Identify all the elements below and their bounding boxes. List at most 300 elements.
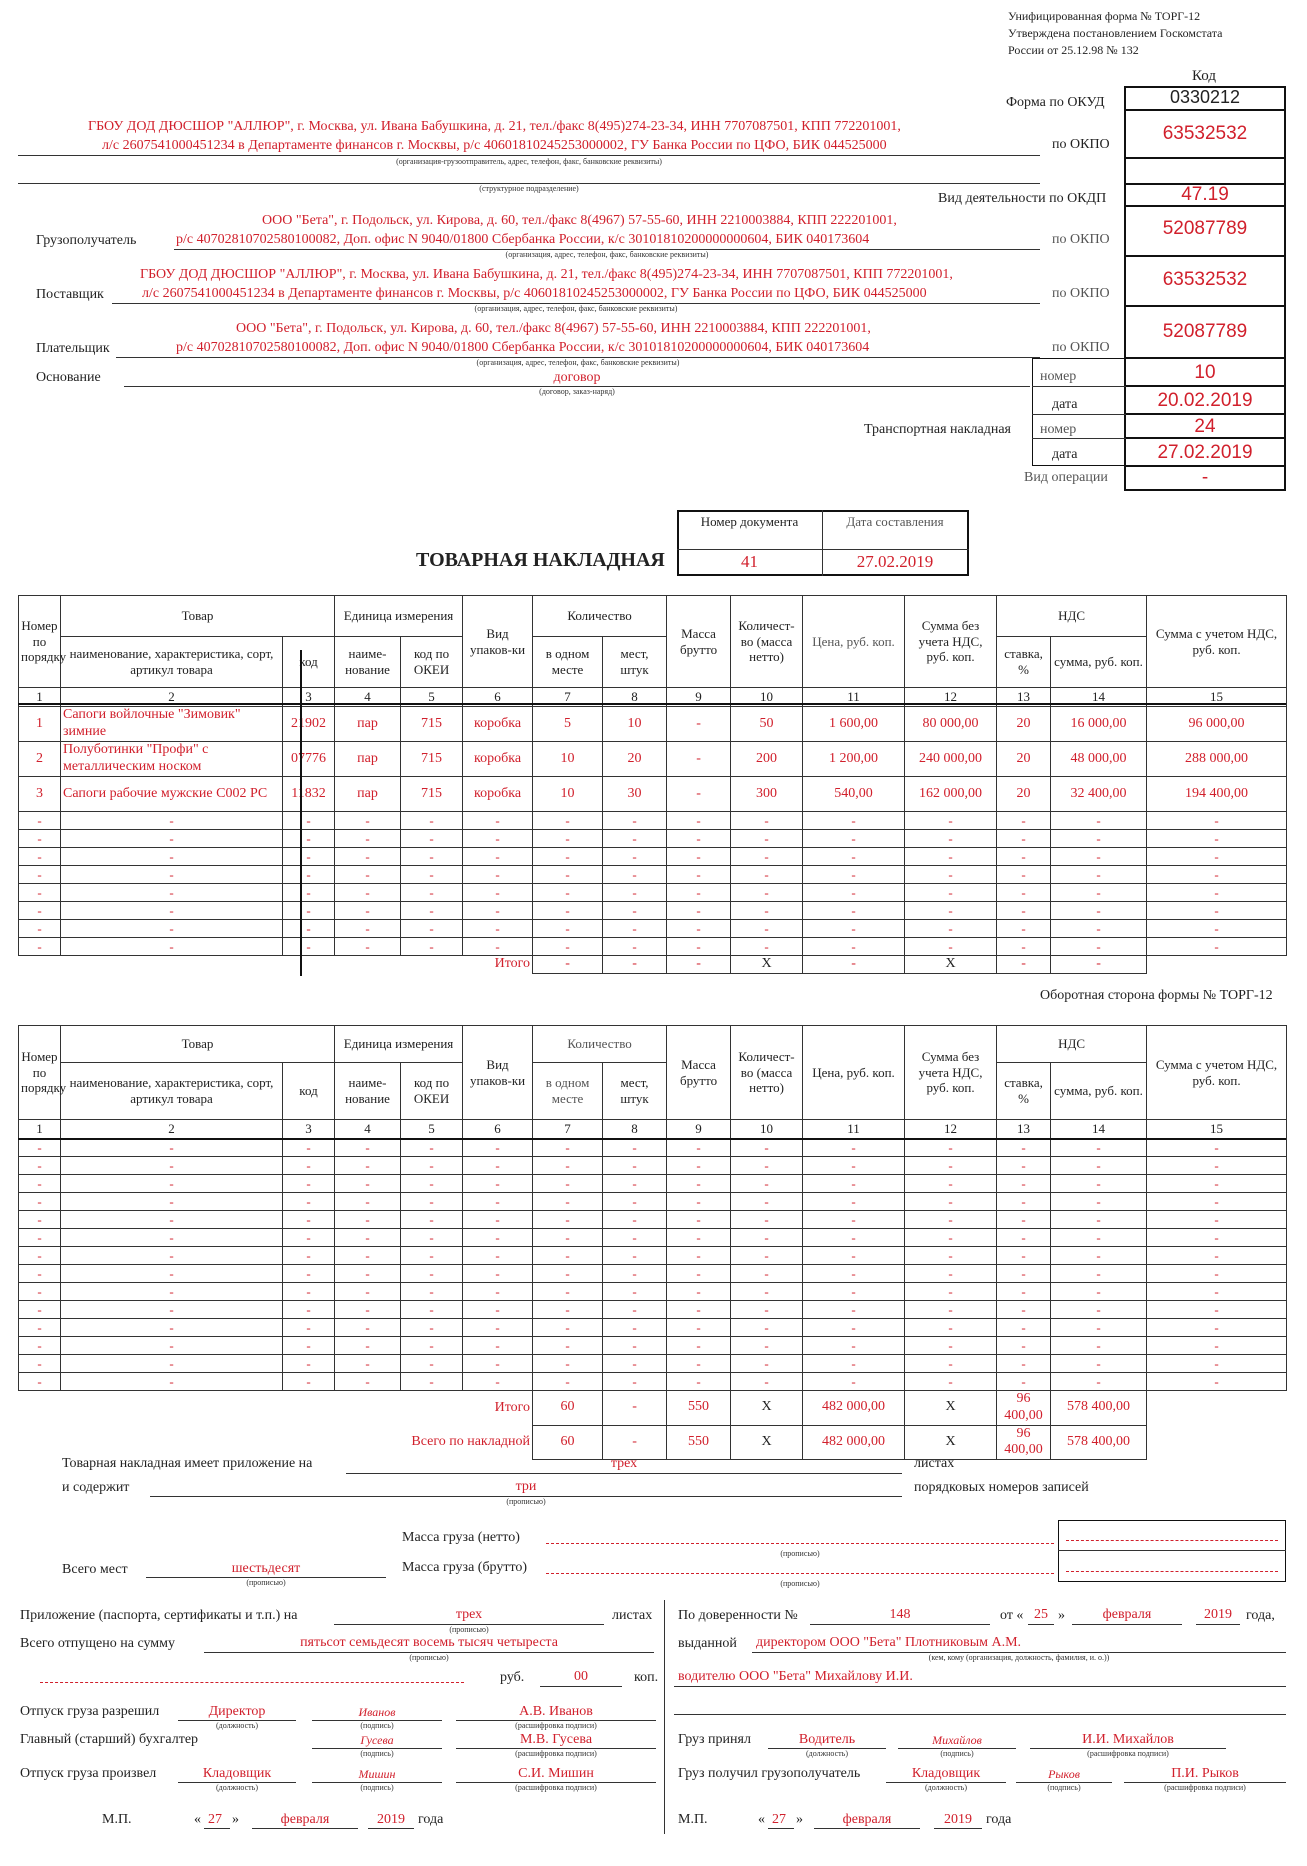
made-name: С.И. Мишин <box>518 1766 594 1781</box>
empty-cell: - <box>905 1319 997 1337</box>
empty-cell: - <box>463 884 533 902</box>
doc-number: 41 <box>741 552 758 571</box>
empty-cell: - <box>803 1247 905 1265</box>
cell-places: 10 <box>603 707 667 742</box>
issued-value: директором ООО "Бета" Плотниковым А.М. <box>756 1635 1022 1650</box>
empty-cell: - <box>19 1139 61 1157</box>
column-number: 8 <box>603 688 667 707</box>
gross-mass-label: Масса груза (брутто) <box>402 1560 528 1575</box>
records-label: порядковых номеров записей <box>914 1480 1089 1495</box>
empty-cell: - <box>997 1175 1051 1193</box>
empty-cell: - <box>905 812 997 830</box>
empty-cell: - <box>61 848 283 866</box>
doc-number-header: Номер документа <box>700 514 799 529</box>
empty-cell: - <box>335 1157 401 1175</box>
empty-cell: - <box>533 1211 603 1229</box>
empty-cell: - <box>731 1193 803 1211</box>
okdp-value: 47.19 <box>1124 184 1286 206</box>
empty-cell: - <box>401 848 463 866</box>
rub-label: руб. <box>500 1670 525 1685</box>
empty-cell: - <box>401 1229 463 1247</box>
transport-date-label: дата <box>1052 447 1078 462</box>
empty-cell: - <box>667 1301 731 1319</box>
empty-cell: - <box>803 1373 905 1391</box>
consignee-line2: р/с 40702810702580100082, Доп. офис N 9040/01800 Сбербанка России, к/с 30101810200000000604, БИК 040173604 <box>176 232 870 247</box>
empty-cell: - <box>19 1319 61 1337</box>
made-pos: Кладовщик <box>202 1766 272 1781</box>
col-unit-okei: код по ОКЕИ <box>401 637 463 688</box>
document-title: ТОВАРНАЯ НАКЛАДНАЯ <box>416 549 665 571</box>
accepted-label: Груз принял <box>678 1732 751 1747</box>
released-label: Всего отпущено на сумму <box>20 1636 176 1651</box>
column-number: 4 <box>335 688 401 707</box>
basis-number-label: номер <box>1040 369 1077 384</box>
empty-cell: - <box>533 812 603 830</box>
empty-cell: - <box>533 1319 603 1337</box>
consignee-label: Грузополучатель <box>36 233 137 248</box>
empty-cell: - <box>335 902 401 920</box>
empty-cell: - <box>283 902 335 920</box>
cell-net: 200 <box>731 742 803 777</box>
empty-row <box>19 1301 1287 1319</box>
empty-cell: - <box>1051 830 1147 848</box>
empty-cell: - <box>803 902 905 920</box>
empty-cell: - <box>667 848 731 866</box>
proxy-num: 148 <box>889 1607 911 1622</box>
empty-cell: - <box>335 866 401 884</box>
empty-row <box>19 866 1287 884</box>
consignee-line1: ООО "Бета", г. Подольск, ул. Кирова, д. 60, тел./факс 8(4967) 57-55-60, ИНН 2210003884, КПП 222201001, <box>262 213 897 228</box>
empty-cell: - <box>1147 1373 1287 1391</box>
empty-cell: - <box>603 1193 667 1211</box>
empty-cell: - <box>283 884 335 902</box>
column-number: 11 <box>803 688 905 707</box>
cell-rate: 20 <box>997 777 1051 812</box>
col2-num: Номер по порядку <box>19 1026 61 1120</box>
empty-cell: - <box>803 812 905 830</box>
empty-cell: - <box>667 1157 731 1175</box>
empty-cell: - <box>61 1355 283 1373</box>
empty-cell: - <box>19 830 61 848</box>
released-caption: (прописью) <box>409 1653 449 1662</box>
cell-name: Полуботинки "Профи" с металлическим носком <box>61 742 283 777</box>
col-sum-vat: Сумма с учетом НДС, руб. коп. <box>1147 596 1287 688</box>
cell-places: 20 <box>603 742 667 777</box>
empty-cell: - <box>667 866 731 884</box>
column-number: 8 <box>603 1120 667 1139</box>
empty-cell: - <box>997 1157 1051 1175</box>
empty-cell: - <box>335 1247 401 1265</box>
empty-cell: - <box>283 1373 335 1391</box>
empty-cell: - <box>803 1229 905 1247</box>
empty-cell: - <box>731 902 803 920</box>
empty-cell: - <box>905 938 997 956</box>
empty-cell: - <box>283 1139 335 1157</box>
docs-label: Приложение (паспорта, сертификаты и т.п.) на <box>20 1608 298 1623</box>
empty-cell: - <box>1147 1283 1287 1301</box>
transport-number-label: номер <box>1040 422 1077 437</box>
empty-cell: - <box>667 812 731 830</box>
column-number: 1 <box>19 1120 61 1139</box>
empty-cell: - <box>1051 1247 1147 1265</box>
empty-row <box>19 1193 1287 1211</box>
received-sign-caption: (подпись) <box>1047 1783 1081 1792</box>
empty-cell: - <box>463 1157 533 1175</box>
empty-cell: - <box>335 812 401 830</box>
okud-value: 0330212 <box>1124 86 1286 110</box>
cell-total: 194 400,00 <box>1147 777 1287 812</box>
cell-rate: 20 <box>997 707 1051 742</box>
cell-sum: 240 000,00 <box>905 742 997 777</box>
empty-cell: - <box>1147 902 1287 920</box>
column-number: 12 <box>905 1120 997 1139</box>
okdp-label: Вид деятельности по ОКДП <box>938 191 1107 206</box>
okpo3-label: по ОКПО <box>1052 286 1110 301</box>
month-right: февраля <box>842 1812 892 1827</box>
col2-code: код <box>283 1063 335 1120</box>
empty-cell: - <box>905 1157 997 1175</box>
empty-cell: - <box>803 830 905 848</box>
col-vat-sum: сумма, руб. коп. <box>1051 637 1147 688</box>
total1-vat: - <box>997 956 1051 974</box>
column-number: 14 <box>1051 1120 1147 1139</box>
cell-n: 1 <box>19 707 61 742</box>
empty-cell: - <box>731 938 803 956</box>
supplier-label: Поставщик <box>36 287 104 302</box>
empty-cell: - <box>401 1355 463 1373</box>
shipper-line2: л/с 2607541000451234 в Департаменте финансов г. Москвы, р/с 40601810245253000002, ГУ Банка России по ЦФО, БИК 044525000 <box>102 138 887 153</box>
empty-row <box>19 1283 1287 1301</box>
col-unit: Единица измерения <box>335 596 463 637</box>
empty-cell: - <box>667 920 731 938</box>
total3-price: X <box>731 1425 803 1460</box>
empty-cell: - <box>401 1211 463 1229</box>
empty-cell: - <box>19 1175 61 1193</box>
god-left: года <box>418 1812 444 1827</box>
empty-cell: - <box>905 1373 997 1391</box>
empty-cell: - <box>335 1265 401 1283</box>
empty-cell: - <box>1051 1139 1147 1157</box>
empty-cell: - <box>19 866 61 884</box>
goods-table-reverse <box>18 1025 1287 1460</box>
empty-cell: - <box>1051 1337 1147 1355</box>
cell-n: 3 <box>19 777 61 812</box>
empty-cell: - <box>731 1229 803 1247</box>
total2-places: 60 <box>533 1391 603 1426</box>
total1-sum: - <box>803 956 905 974</box>
empty-cell: - <box>401 1301 463 1319</box>
empty-cell: - <box>603 866 667 884</box>
empty-row <box>19 830 1287 848</box>
empty-cell: - <box>1147 1247 1287 1265</box>
empty-cell: - <box>401 1247 463 1265</box>
cell-pack: коробка <box>463 777 533 812</box>
empty-cell: - <box>61 920 283 938</box>
empty-cell: - <box>731 830 803 848</box>
empty-cell: - <box>1147 1337 1287 1355</box>
col-vat-rate: ставка, % <box>997 637 1051 688</box>
cell-rate: 20 <box>997 742 1051 777</box>
issued-label: выданной <box>678 1636 737 1651</box>
empty-cell: - <box>533 1301 603 1319</box>
empty-cell: - <box>803 1211 905 1229</box>
empty-cell: - <box>533 1373 603 1391</box>
col2-vat: НДС <box>997 1026 1147 1063</box>
col-qty: Количество <box>533 596 667 637</box>
col2-qty-places: мест, штук <box>603 1063 667 1120</box>
empty-cell: - <box>463 1211 533 1229</box>
cell-n: 2 <box>19 742 61 777</box>
empty-cell: - <box>905 902 997 920</box>
empty-cell: - <box>283 1301 335 1319</box>
cell-code: 21902 <box>283 707 335 742</box>
empty-cell: - <box>1147 848 1287 866</box>
proxy-month: февраля <box>1102 1607 1152 1622</box>
cell-one: 5 <box>533 707 603 742</box>
empty-cell: - <box>905 848 997 866</box>
empty-cell: - <box>1147 1355 1287 1373</box>
basis-number-value: 10 <box>1124 358 1286 386</box>
empty-cell: - <box>401 1193 463 1211</box>
contains-caption: (прописью) <box>506 1497 546 1506</box>
made-label: Отпуск груза произвел <box>20 1766 157 1781</box>
column-number: 7 <box>533 1120 603 1139</box>
total3-total: 578 400,00 <box>1051 1425 1147 1460</box>
cell-one: 10 <box>533 777 603 812</box>
empty-cell: - <box>61 1283 283 1301</box>
empty-cell: - <box>401 938 463 956</box>
empty-cell: - <box>731 1283 803 1301</box>
empty-row <box>19 1265 1287 1283</box>
col-goods: Товар <box>61 596 335 637</box>
day-right: 27 <box>772 1812 786 1827</box>
empty-cell: - <box>603 902 667 920</box>
empty-cell: - <box>997 812 1051 830</box>
empty-cell: - <box>533 848 603 866</box>
accepted-pos: Водитель <box>798 1732 856 1747</box>
doc-date: 27.02.2019 <box>856 552 934 571</box>
empty-cell: - <box>997 1301 1051 1319</box>
empty-cell: - <box>1147 812 1287 830</box>
empty-cell: - <box>1147 866 1287 884</box>
empty-cell: - <box>401 1175 463 1193</box>
proxy-day: 25 <box>1034 1607 1048 1622</box>
column-number: 1 <box>19 688 61 707</box>
col2-sum-novat: Сумма без учета НДС, руб. коп. <box>905 1026 997 1120</box>
accepted-sign-caption: (подпись) <box>940 1749 974 1758</box>
empty-cell: - <box>335 938 401 956</box>
transport-number-value: 24 <box>1124 414 1286 438</box>
empty-cell: - <box>905 1175 997 1193</box>
empty-cell: - <box>1051 1373 1147 1391</box>
accountant-name-caption: (расшифровка подписи) <box>515 1749 597 1758</box>
empty-cell: - <box>463 1319 533 1337</box>
empty-cell: - <box>533 830 603 848</box>
empty-row <box>19 920 1287 938</box>
received-pos-caption: (должность) <box>925 1783 967 1792</box>
empty-cell: - <box>61 812 283 830</box>
empty-cell: - <box>463 812 533 830</box>
empty-cell: - <box>335 884 401 902</box>
empty-cell: - <box>667 1373 731 1391</box>
empty-row <box>19 812 1287 830</box>
net-mass-caption: (прописью) <box>780 1549 820 1558</box>
empty-cell: - <box>1051 884 1147 902</box>
empty-cell: - <box>401 1319 463 1337</box>
empty-cell: - <box>803 884 905 902</box>
empty-row <box>19 848 1287 866</box>
empty-cell: - <box>19 902 61 920</box>
empty-cell: - <box>1051 920 1147 938</box>
cell-code: 11832 <box>283 777 335 812</box>
empty-cell: - <box>335 830 401 848</box>
proxy-from: от « <box>1000 1608 1024 1623</box>
empty-cell: - <box>533 902 603 920</box>
empty-cell: - <box>1147 1319 1287 1337</box>
col2-sum-vat: Сумма с учетом НДС, руб. коп. <box>1147 1026 1287 1120</box>
col-code: код <box>283 637 335 688</box>
empty-row <box>19 884 1287 902</box>
empty-cell: - <box>997 848 1051 866</box>
empty-row <box>19 1319 1287 1337</box>
empty-cell: - <box>1147 1157 1287 1175</box>
empty-cell: - <box>463 1337 533 1355</box>
empty-cell: - <box>533 920 603 938</box>
empty-cell: - <box>1051 1211 1147 1229</box>
empty-cell: - <box>1147 1175 1287 1193</box>
cell-one: 10 <box>533 742 603 777</box>
accepted-name-caption: (расшифровка подписи) <box>1087 1749 1169 1758</box>
cell-gross: - <box>667 777 731 812</box>
column-number: 15 <box>1147 1120 1287 1139</box>
empty-cell: - <box>335 1301 401 1319</box>
total3-label: Всего по накладной <box>19 1425 533 1460</box>
mass-box <box>1058 1520 1286 1582</box>
empty-cell: - <box>803 1319 905 1337</box>
empty-row <box>19 1175 1287 1193</box>
total3-gross: - <box>603 1425 667 1460</box>
accepted-pos-caption: (должность) <box>806 1749 848 1758</box>
empty-cell: - <box>731 1337 803 1355</box>
empty-cell: - <box>61 1193 283 1211</box>
empty-cell: - <box>997 1139 1051 1157</box>
accountant-sign-caption: (подпись) <box>360 1749 394 1758</box>
empty-cell: - <box>731 1355 803 1373</box>
empty-cell: - <box>19 1373 61 1391</box>
col-pack: Вид упаков-ки <box>463 596 533 688</box>
empty-cell: - <box>731 1139 803 1157</box>
cell-total: 288 000,00 <box>1147 742 1287 777</box>
empty-cell: - <box>19 1247 61 1265</box>
empty-cell: - <box>61 1139 283 1157</box>
empty-cell: - <box>335 1139 401 1157</box>
empty-row <box>19 1337 1287 1355</box>
okpo2-value: 52087789 <box>1124 206 1286 256</box>
empty-cell: - <box>533 1175 603 1193</box>
col2-qty-one: в одном месте <box>533 1063 603 1120</box>
empty-cell: - <box>905 1301 997 1319</box>
empty-cell: - <box>533 1139 603 1157</box>
empty-cell: - <box>401 830 463 848</box>
empty-cell: - <box>603 1265 667 1283</box>
cell-pack: коробка <box>463 707 533 742</box>
cell-okei: 715 <box>401 742 463 777</box>
contains-label: и содержит <box>62 1480 130 1495</box>
empty-cell: - <box>1051 1355 1147 1373</box>
empty-cell: - <box>905 1337 997 1355</box>
shipper-caption: (организация-грузоотправитель, адрес, телефон, факс, банковские реквизиты) <box>396 157 662 166</box>
col2-vat-rate: ставка, % <box>997 1063 1051 1120</box>
total1-price: X <box>731 956 803 974</box>
empty-cell: - <box>731 884 803 902</box>
empty-cell: - <box>533 1265 603 1283</box>
column-number: 2 <box>61 1120 283 1139</box>
allowed-sign-caption: (подпись) <box>360 1721 394 1730</box>
empty-cell: - <box>61 1265 283 1283</box>
col2-unit: Единица измерения <box>335 1026 463 1063</box>
empty-cell: - <box>533 1157 603 1175</box>
empty-cell: - <box>1051 866 1147 884</box>
cell-unit: пар <box>335 742 401 777</box>
empty-row <box>19 1229 1287 1247</box>
empty-cell: - <box>803 1193 905 1211</box>
empty-cell: - <box>283 1157 335 1175</box>
empty-cell: - <box>335 920 401 938</box>
consignee-caption: (организация, адрес, телефон, факс, банковские реквизиты) <box>505 250 709 259</box>
total1-total: - <box>1051 956 1147 974</box>
column-number: 15 <box>1147 688 1287 707</box>
empty-row <box>19 938 1287 956</box>
empty-cell: - <box>283 1355 335 1373</box>
column-number: 13 <box>997 1120 1051 1139</box>
cell-sum: 80 000,00 <box>905 707 997 742</box>
empty-cell: - <box>667 1247 731 1265</box>
empty-cell: - <box>667 938 731 956</box>
cell-price: 540,00 <box>803 777 905 812</box>
proxy-year: 2019 <box>1204 1607 1232 1622</box>
empty-row <box>19 1211 1287 1229</box>
col2-unit-name: наиме-нование <box>335 1063 401 1120</box>
basis-date-label: дата <box>1052 397 1078 412</box>
empty-cell: - <box>61 1337 283 1355</box>
empty-cell: - <box>803 1283 905 1301</box>
empty-cell: - <box>603 1175 667 1193</box>
empty-cell: - <box>997 1355 1051 1373</box>
empty-cell: - <box>1147 1265 1287 1283</box>
empty-cell: - <box>1147 1229 1287 1247</box>
cell-total: 96 000,00 <box>1147 707 1287 742</box>
table-row <box>19 742 1287 777</box>
total2-sum: 482 000,00 <box>803 1391 905 1426</box>
empty-cell: - <box>533 1337 603 1355</box>
payer-label: Плательщик <box>36 341 110 356</box>
empty-cell: - <box>667 1139 731 1157</box>
empty-cell: - <box>803 1139 905 1157</box>
empty-cell: - <box>61 1229 283 1247</box>
empty-cell: - <box>603 1229 667 1247</box>
docs-value: трех <box>455 1607 483 1622</box>
empty-cell: - <box>335 1373 401 1391</box>
empty-cell: - <box>1147 1211 1287 1229</box>
cell-gross: - <box>667 742 731 777</box>
total3-rate: X <box>905 1425 997 1460</box>
empty-cell: - <box>283 830 335 848</box>
empty-cell: - <box>533 866 603 884</box>
empty-cell: - <box>1147 920 1287 938</box>
empty-cell: - <box>463 1283 533 1301</box>
empty-cell: - <box>803 1157 905 1175</box>
column-number: 12 <box>905 688 997 707</box>
